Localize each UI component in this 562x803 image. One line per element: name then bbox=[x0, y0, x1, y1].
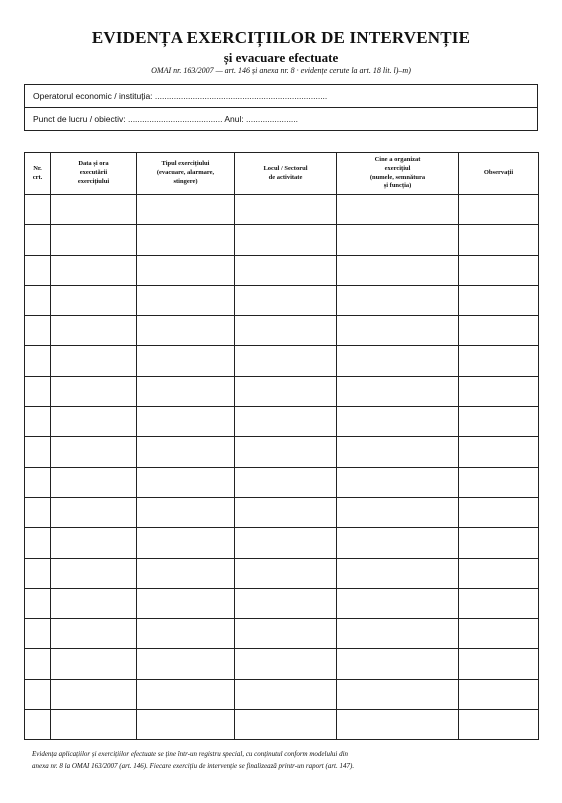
table-row bbox=[25, 497, 539, 527]
table-cell[interactable] bbox=[235, 346, 337, 376]
table-cell[interactable] bbox=[25, 407, 51, 437]
table-cell[interactable] bbox=[235, 528, 337, 558]
table-cell[interactable] bbox=[25, 376, 51, 406]
table-cell[interactable] bbox=[459, 316, 539, 346]
table-cell[interactable] bbox=[137, 407, 235, 437]
table-cell[interactable] bbox=[51, 619, 137, 649]
table-cell[interactable] bbox=[459, 285, 539, 315]
table-cell[interactable] bbox=[137, 437, 235, 467]
table-cell[interactable] bbox=[51, 285, 137, 315]
table-cell[interactable] bbox=[51, 225, 137, 255]
table-row bbox=[25, 255, 539, 285]
table-body bbox=[25, 195, 539, 740]
table-cell[interactable] bbox=[235, 225, 337, 255]
table-cell[interactable] bbox=[459, 588, 539, 618]
table-cell[interactable] bbox=[137, 376, 235, 406]
table-cell[interactable] bbox=[235, 285, 337, 315]
table-header-row bbox=[25, 153, 539, 195]
table-cell[interactable] bbox=[459, 528, 539, 558]
table-cell[interactable] bbox=[25, 558, 51, 588]
table-cell[interactable] bbox=[235, 376, 337, 406]
table-cell[interactable] bbox=[235, 558, 337, 588]
table-cell[interactable] bbox=[337, 528, 459, 558]
table-row bbox=[25, 346, 539, 376]
table-cell[interactable] bbox=[51, 195, 137, 225]
table-cell[interactable] bbox=[337, 467, 459, 497]
legal-reference: OMAI nr. 163/2007 — art. 146 și anexa nr. 8 · evidențe cerute la art. 18 lit. l)–m) bbox=[151, 66, 411, 75]
table-row bbox=[25, 528, 539, 558]
table-cell[interactable] bbox=[25, 285, 51, 315]
table-cell[interactable] bbox=[51, 346, 137, 376]
table-cell[interactable] bbox=[51, 316, 137, 346]
table-cell[interactable] bbox=[25, 497, 51, 527]
table-cell[interactable] bbox=[235, 316, 337, 346]
table-cell[interactable] bbox=[51, 588, 137, 618]
table-cell[interactable] bbox=[459, 649, 539, 679]
table-cell[interactable] bbox=[51, 255, 137, 285]
table-cell[interactable] bbox=[137, 255, 235, 285]
table-cell[interactable] bbox=[137, 588, 235, 618]
table-cell[interactable] bbox=[235, 649, 337, 679]
location-year-field[interactable]: Punct de lucru / obiectiv: ........................................ Anul: ...................... bbox=[33, 114, 299, 124]
table-cell[interactable] bbox=[137, 467, 235, 497]
table-cell[interactable] bbox=[337, 195, 459, 225]
table-cell[interactable] bbox=[137, 195, 235, 225]
table-cell[interactable] bbox=[337, 649, 459, 679]
info-box bbox=[24, 84, 538, 131]
table-cell[interactable] bbox=[459, 407, 539, 437]
table-cell[interactable] bbox=[25, 316, 51, 346]
table-cell[interactable] bbox=[137, 649, 235, 679]
table-cell[interactable] bbox=[459, 346, 539, 376]
table-cell[interactable] bbox=[137, 346, 235, 376]
column-header-nr: Nr. crt. bbox=[25, 153, 51, 195]
table-cell[interactable] bbox=[235, 497, 337, 527]
table-cell[interactable] bbox=[25, 679, 51, 709]
table-cell[interactable] bbox=[51, 437, 137, 467]
table-cell[interactable] bbox=[137, 710, 235, 740]
table-cell[interactable] bbox=[235, 588, 337, 618]
table-cell[interactable] bbox=[25, 255, 51, 285]
table-cell[interactable] bbox=[337, 407, 459, 437]
table-cell[interactable] bbox=[25, 437, 51, 467]
page-title: EVIDENȚA EXERCIȚIILOR DE INTERVENȚIE bbox=[91, 28, 471, 47]
table-cell[interactable] bbox=[137, 558, 235, 588]
column-header-location-sector: Locul / Sectorul de activitate bbox=[235, 153, 337, 195]
table-cell[interactable] bbox=[137, 225, 235, 255]
table-cell[interactable] bbox=[51, 710, 137, 740]
column-header-organizer: Cine a organizat exercițiul (numele, semnătura și funcția) bbox=[337, 153, 459, 195]
table-cell[interactable] bbox=[235, 437, 337, 467]
table-cell[interactable] bbox=[51, 649, 137, 679]
table-cell[interactable] bbox=[235, 255, 337, 285]
table-cell[interactable] bbox=[235, 679, 337, 709]
table-cell[interactable] bbox=[459, 710, 539, 740]
table-cell[interactable] bbox=[25, 619, 51, 649]
table-cell[interactable] bbox=[459, 467, 539, 497]
operator-field[interactable]: Operatorul economic / instituția: ......................................................................... bbox=[25, 85, 537, 108]
table-cell[interactable] bbox=[25, 528, 51, 558]
table-row bbox=[25, 710, 539, 740]
footnote-line-1: Evidența aplicațiilor și exercițiilor efectuate se ține într-un registru special, cu conținutul conform modelului din bbox=[32, 750, 349, 758]
table-cell[interactable] bbox=[235, 619, 337, 649]
table-cell[interactable] bbox=[137, 285, 235, 315]
table-cell[interactable] bbox=[459, 437, 539, 467]
table-cell[interactable] bbox=[459, 497, 539, 527]
table-row bbox=[25, 285, 539, 315]
table-row bbox=[25, 588, 539, 618]
table-row bbox=[25, 437, 539, 467]
table-row bbox=[25, 467, 539, 497]
footnote-line-2: anexa nr. 8 la OMAI 163/2007 (art. 146). Fiecare exercițiu de intervenție se finalizează printr-un raport (art. 147). bbox=[32, 762, 355, 770]
table-cell[interactable] bbox=[235, 407, 337, 437]
table-cell[interactable] bbox=[459, 255, 539, 285]
table-cell[interactable] bbox=[337, 346, 459, 376]
table-row bbox=[25, 316, 539, 346]
table-cell[interactable] bbox=[51, 528, 137, 558]
table-cell[interactable] bbox=[25, 710, 51, 740]
table-row bbox=[25, 407, 539, 437]
table-cell[interactable] bbox=[459, 376, 539, 406]
table-cell[interactable] bbox=[337, 619, 459, 649]
footnote bbox=[32, 748, 532, 772]
table-cell[interactable] bbox=[51, 558, 137, 588]
table-row bbox=[25, 225, 539, 255]
table-cell[interactable] bbox=[235, 467, 337, 497]
column-header-date-time: Data și ora executării exercițiului bbox=[51, 153, 137, 195]
page-subtitle: și evacuare efectuate bbox=[223, 50, 339, 65]
table-row bbox=[25, 558, 539, 588]
table-cell[interactable] bbox=[337, 710, 459, 740]
table-cell[interactable] bbox=[137, 619, 235, 649]
table-cell[interactable] bbox=[337, 316, 459, 346]
table-row bbox=[25, 649, 539, 679]
table-cell[interactable] bbox=[51, 467, 137, 497]
table-cell[interactable] bbox=[337, 376, 459, 406]
table-cell[interactable] bbox=[235, 710, 337, 740]
table-cell[interactable] bbox=[25, 195, 51, 225]
table-cell[interactable] bbox=[337, 588, 459, 618]
exercise-register-table bbox=[24, 152, 539, 740]
column-header-exercise-type: Tipul exercițiului (evacuare, alarmare, stingere) bbox=[137, 153, 235, 195]
table-cell[interactable] bbox=[337, 679, 459, 709]
table-cell[interactable] bbox=[51, 407, 137, 437]
table-cell[interactable] bbox=[459, 225, 539, 255]
table-cell[interactable] bbox=[337, 437, 459, 467]
table-cell[interactable] bbox=[25, 346, 51, 376]
table-row bbox=[25, 619, 539, 649]
table-cell[interactable] bbox=[459, 619, 539, 649]
table-cell[interactable] bbox=[337, 225, 459, 255]
table-cell[interactable] bbox=[459, 558, 539, 588]
table-cell[interactable] bbox=[337, 255, 459, 285]
table-cell[interactable] bbox=[25, 467, 51, 497]
table-row bbox=[25, 195, 539, 225]
table-cell[interactable] bbox=[337, 285, 459, 315]
table-cell[interactable] bbox=[137, 497, 235, 527]
table-cell[interactable] bbox=[25, 649, 51, 679]
table-cell[interactable] bbox=[235, 195, 337, 225]
table-cell[interactable] bbox=[337, 497, 459, 527]
table-row bbox=[25, 376, 539, 406]
table-cell[interactable] bbox=[51, 497, 137, 527]
table-cell[interactable] bbox=[459, 679, 539, 709]
table-cell[interactable] bbox=[25, 225, 51, 255]
table-cell[interactable] bbox=[137, 679, 235, 709]
table-cell[interactable] bbox=[459, 195, 539, 225]
column-header-observations: Observații bbox=[459, 153, 539, 195]
table-row bbox=[25, 679, 539, 709]
table-cell[interactable] bbox=[25, 588, 51, 618]
table-cell[interactable] bbox=[137, 528, 235, 558]
table-cell[interactable] bbox=[337, 558, 459, 588]
table-cell[interactable] bbox=[51, 376, 137, 406]
table-cell[interactable] bbox=[137, 316, 235, 346]
table-cell[interactable] bbox=[51, 679, 137, 709]
